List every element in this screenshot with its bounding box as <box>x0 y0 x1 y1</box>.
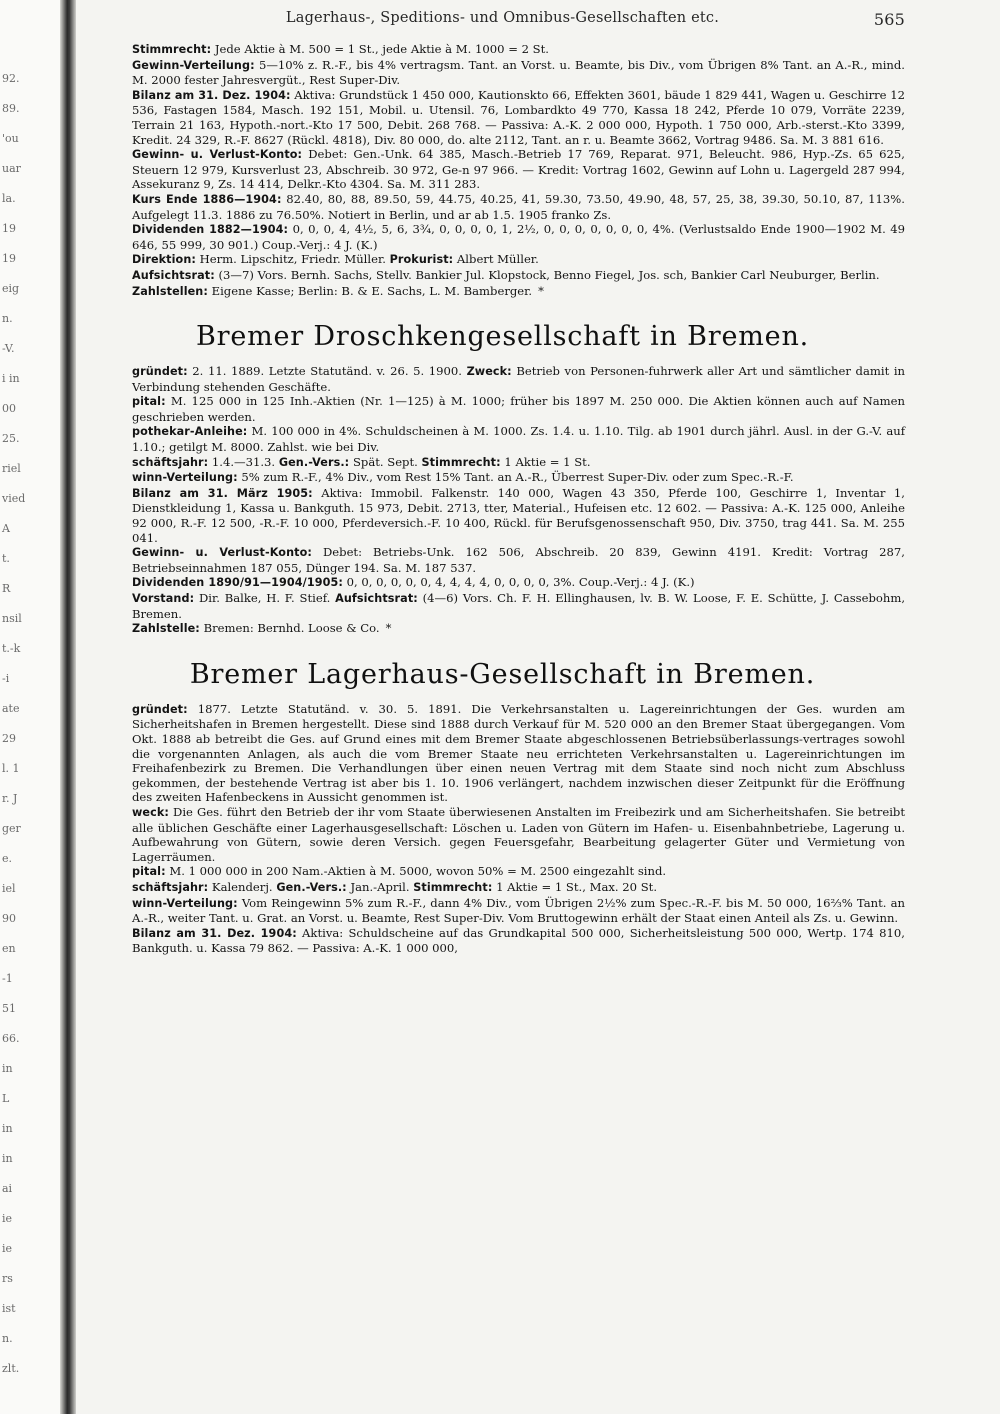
entry-paragraph <box>100 702 905 805</box>
document-body <box>100 42 905 956</box>
page <box>100 10 905 956</box>
entry-label: Prokurist: <box>389 253 454 267</box>
entry-label: Bilanz am 31. Dez. 1904: <box>132 926 297 940</box>
gutter-fragment: n. <box>2 1332 13 1345</box>
gutter-fragment: vied <box>2 492 26 505</box>
gutter-fragment: zlt. <box>2 1362 20 1375</box>
entry-paragraph <box>100 621 905 637</box>
entry-paragraph <box>100 591 905 621</box>
gutter-fragment: r. J <box>2 792 18 805</box>
gutter-fragment: A <box>2 522 10 535</box>
entry-label: Gen.-Vers.: <box>278 455 350 469</box>
entry-paragraph <box>100 470 905 486</box>
gutter-fragment: 19 <box>2 252 16 265</box>
entry-text: Debet: Betriebs-Unk. 162 506, Abschreib. 20 839, Gewinn 4191. Kredit: Vortrag 287, Betriebseinnahmen 187 055, Dünger 194. Sa. M. 187 537. <box>132 545 905 575</box>
entry-label: Vorstand: <box>132 592 195 605</box>
entry-label: schäftsjahr: <box>132 880 209 894</box>
entry-text: 5—10% z. R.-F., bis 4% vertragsm. Tant. an Vorst. u. Beamte, bis Div., vom Übrigen 8% Tant. an A.-R., mind. M. 2000 fester Jahresvergüt., Rest Super-Div. <box>132 57 905 88</box>
entry-text: Jede Aktie à M. 500 = 1 St., jede Aktie à M. 1000 = 2 St. <box>211 42 549 56</box>
entry-paragraph <box>100 88 905 147</box>
gutter-fragment: t.-k <box>2 642 21 655</box>
entry-text: M. 100 000 in 4%. Schuldscheinen à M. 1000. Zs. 1.4. u. 1.10. Tilg. ab 1901 durch jährl. Ausl. in der G.-V. auf 1.10.; getilgt M. 8000. Zahlst. wie bei Div. <box>132 424 905 455</box>
gutter-fragment: eig <box>2 282 20 295</box>
gutter-fragment: L <box>2 1092 10 1105</box>
entry-label: winn-Verteilung: <box>132 896 238 910</box>
entry-text: 1 Aktie = 1 St. <box>500 454 591 469</box>
gutter-fragment: 92. <box>2 72 20 85</box>
entry-label: Bilanz am 31. Dez. 1904: <box>132 88 291 102</box>
entry-text: Die Ges. führt den Betrieb der ihr vom Staate überwiesenen Anstalten im Freibezirk und am Sicherheitshafen. Sie betreibt alle üblichen Geschäfte einer Lagerhausgesellschaft: Löschen u. Laden von Gütern im Hafen- u. Eisenbahnbetriebe, Lagerung u. Aufbewahrung von Gütern, sowie deren Versich. gegen Feuersgefahr, Bearbeitung gelagerter Güter und Vermietung von Lagerräumen. <box>132 804 905 864</box>
entry-text: Debet: Gen.-Unk. 64 385, Masch.-Betrieb 17 769, Reparat. 971, Beleucht. 986, Hyp.-Zs. 65 625, Steuern 12 979, Kursverlust 23, Abschreib. 30 972, Ge-n 97 966. — Kredit: Vortrag 1602, Gewinn auf Lohn u. Lagergeld 287 994, Assekuranz 9, Zs. 14 414, Delkr.-Kto 4304. Sa. M. 311 283. <box>132 147 905 192</box>
entry-text: Aktiva: Immobil. Falkenstr. 140 000, Wagen 43 350, Pferde 100, Geschirre 1, Inventar 1, Dienstkleidung 1, Kassa u. Bankguth. 15 973, Debit. 2713, tter, Material., Hufeisen etc. 12 602. — Passiva: A.-K. 125 000, Anleihe 92 000, R.-F. 12 500, -R.-F. 10 000, Pferdeversich.-F. 10 400, Rückl. für Berufsgenossenschaft 950, Div. 3750, trag 441. Sa. M. 255 041. <box>132 485 905 545</box>
entry-label: Gewinn- u. Verlust-Konto: <box>132 148 303 162</box>
company-section <box>100 321 905 637</box>
entry-text: 5% zum R.-F., 4% Div., vom Rest 15% Tant. an A.-R., Überrest Super-Div. oder zum Spec.-R.-F. <box>237 470 794 485</box>
entry-text: 0, 0, 0, 0, 0, 0, 4, 4, 4, 4, 0, 0, 0, 0, 3%. Coup.-Verj.: 4 J. (K.) <box>342 575 695 590</box>
entry-label: pital: <box>132 395 166 409</box>
entry-paragraph <box>100 284 905 300</box>
running-header <box>100 10 905 42</box>
entry-text: 82.40, 80, 88, 89.50, 59, 44.75, 40.25, 41, 59.30, 73.50, 49.90, 48, 57, 25, 38, 39.30, 50.10, 87, 113%. Aufgelegt 11.3. 1886 zu 76.50%. Notiert in Berlin, und ar ab 1.5. 1905 franko Zs. <box>132 191 905 222</box>
entry-label: Gewinn- u. Verlust-Konto: <box>132 546 312 560</box>
entry-paragraph <box>100 486 905 545</box>
company-section <box>100 42 905 299</box>
gutter-fragment: -1 <box>2 972 13 985</box>
gutter-fragment: en <box>2 942 16 955</box>
gutter-fragment: -i <box>2 672 10 685</box>
entry-paragraph <box>100 192 905 222</box>
entry-label: gründet: <box>132 702 188 716</box>
entry-label: Zahlstellen: <box>132 284 208 298</box>
entry-text: M. 125 000 in 125 Inh.-Aktien (Nr. 1—125) à M. 1000; früher bis 1897 M. 250 000. Die Aktien können auch auf Namen geschrieben werden. <box>132 394 905 424</box>
gutter-fragment: n. <box>2 312 13 325</box>
binding-shadow <box>60 0 76 1414</box>
entry-label: winn-Verteilung: <box>132 471 238 485</box>
entry-label: schäftsjahr: <box>132 455 209 469</box>
entry-text: Eigene Kasse; Berlin: B. & E. Sachs, L. M. Bamberger. <box>207 283 533 298</box>
entry-paragraph <box>100 896 905 926</box>
entry-paragraph <box>100 545 905 575</box>
running-title: Lagerhaus-, Speditions- und Omnibus-Gesellschaften etc. <box>285 10 720 26</box>
entry-paragraph <box>100 926 905 956</box>
entry-paragraph <box>100 575 905 591</box>
entry-paragraph <box>100 394 905 424</box>
entry-text: M. 1 000 000 in 200 Nam.-Aktien à M. 5000, wovon 50% = M. 2500 eingezahlt sind. <box>165 864 667 879</box>
entry-paragraph <box>100 42 905 58</box>
entry-text: Jan.-April. <box>346 879 410 894</box>
gutter-fragment: t. <box>2 552 10 565</box>
gutter-fragment: in <box>2 1122 13 1135</box>
gutter-fragment: uar <box>2 162 21 175</box>
entry-label: Aufsichtsrat: <box>335 592 418 605</box>
gutter-fragment: -V. <box>2 342 15 355</box>
entry-paragraph <box>100 252 905 268</box>
entry-paragraph <box>100 364 905 394</box>
company-title: Bremer Lagerhaus-Gesellschaft in Bremen. <box>189 658 816 690</box>
gutter-fragment: ate <box>2 702 20 715</box>
entry-paragraph <box>100 455 905 471</box>
gutter-fragment: iel <box>2 882 16 895</box>
entry-label: Zahlstelle: <box>132 622 200 636</box>
gutter-fragment: 'ou <box>2 132 19 145</box>
entry-text: (3—7) Vors. Bernh. Sachs, Stellv. Bankier Jul. Klopstock, Benno Fiegel, Jos. sch, Bankier Carl Neuburger, Berlin. <box>214 267 880 282</box>
gutter-fragment: l. 1 <box>2 762 20 775</box>
entry-text: Dir. Balke, H. F. Stief. <box>194 591 331 605</box>
gutter-fragment: ie <box>2 1242 13 1255</box>
entry-text: 0, 0, 0, 4, 4½, 5, 6, 3¾, 0, 0, 0, 0, 1, 2½, 0, 0, 0, 0, 0, 0, 0, 4%. (Verlustsaldo Ende 1900—1902 M. 49 646, 55 999, 30 901.) Coup.-Verj.: 4 J. (K.) <box>132 222 905 252</box>
entry-text: Aktiva: Schuldscheine auf das Grundkapital 500 000, Sicherheitsleistung 500 000, Wertp. 174 810, Bankguth. u. Kassa 79 862. — Passiva: A.-K. 1 000 000, <box>132 925 905 956</box>
entry-label: Stimmrecht: <box>132 43 212 56</box>
left-gutter <box>0 0 70 1414</box>
entry-label: gründet: <box>132 365 188 379</box>
gutter-fragment: 25. <box>2 432 20 445</box>
entry-text: (4—6) Vors. Ch. F. H. Ellinghausen, lv. B. W. Loose, F. E. Schütte, J. Cassebohm, Bremen. <box>132 591 905 621</box>
gutter-fragment: in <box>2 1062 13 1075</box>
entry-text: Kalenderj. <box>208 879 273 894</box>
entry-text: Bremen: Bernhd. Loose & Co. <box>199 621 380 636</box>
entry-text: Spät. Sept. <box>349 454 418 469</box>
entry-paragraph <box>100 880 905 896</box>
company-section <box>100 659 905 956</box>
entry-paragraph <box>100 222 905 252</box>
end-marker: * <box>538 283 544 298</box>
end-marker: * <box>385 621 392 636</box>
entry-label: Dividenden 1890/91—1904/1905: <box>132 576 343 590</box>
entry-label: Zweck: <box>466 365 512 379</box>
gutter-fragment: riel <box>2 462 21 475</box>
gutter-fragment: rs <box>2 1272 13 1285</box>
entry-label: pothekar-Anleihe: <box>132 425 248 439</box>
gutter-fragment: 19 <box>2 222 16 235</box>
entry-text: Vom Reingewinn 5% zum R.-F., dann 4% Div., vom Übrigen 2½% zum Spec.-R.-F. bis M. 50 000, 16⅔% Tant. an A.-R., weiter Tant. u. Grat. an Vorst. u. Beamte, Rest Super-Div. Vom Bruttogewinn erhält der Staat einen Anteil als Zs. u. Gewinn. <box>132 895 905 926</box>
entry-text: Albert Müller. <box>453 252 539 267</box>
entry-paragraph <box>100 805 905 864</box>
entry-text: 2. 11. 1889. Letzte Statutänd. v. 26. 5. 1900. <box>187 364 462 379</box>
gutter-fragment: 00 <box>2 402 16 415</box>
entry-paragraph <box>100 58 905 88</box>
gutter-fragment: i in <box>2 372 20 385</box>
gutter-fragment: 90 <box>2 912 16 925</box>
entry-label: Bilanz am 31. März 1905: <box>132 486 313 500</box>
entry-label: Aufsichtsrat: <box>132 268 215 282</box>
entry-label: Gewinn-Verteilung: <box>132 58 255 72</box>
entry-label: Dividenden 1882—1904: <box>132 223 289 237</box>
entry-text: 1 Aktie = 1 St., Max. 20 St. <box>492 879 658 894</box>
entry-label: Stimmrecht: <box>421 455 501 469</box>
gutter-fragment: e. <box>2 852 13 865</box>
entry-paragraph <box>100 268 905 284</box>
entry-label: Stimmrecht: <box>413 880 493 894</box>
gutter-fragment: la. <box>2 192 16 205</box>
entry-text: 1.4.—31.3. <box>208 454 276 469</box>
entry-text: Betrieb von Personen-fuhrwerk aller Art und sämtlicher damit in Verbindung stehenden Geschäfte. <box>132 364 906 394</box>
gutter-fragment: 29 <box>2 732 16 745</box>
entry-text: 1877. Letzte Statutänd. v. 30. 5. 1891. Die Verkehrsanstalten u. Lagereinrichtungen der Ges. wurden am Sicherheitshafen in Bremen hergestellt. Diese sind 1888 durch Verkauf für M. 520 000 an den Bremer Staat übergegangen. Vom Okt. 1888 ab betreibt die Ges. auf Grund eines mit dem Bremer Staate abgeschlossenen Betriebsüberlassungs-vertrages sowohl die vorgenannten Anlagen, als auch die vom Bremer Staate neu errichteten Verkehrsanstalten u. Lagereinrichtungen im Freihafenbezirk zu Bremen. Die Verhandlungen über einen neuen Vertrag mit dem Staate sind noch nicht zum Abschluss gekommen, der bestehende Vertrag ist aber bis 1. 10. 1906 verlängert, nachdem inzwischen dieser Zeitpunkt für die Eröffnung des zweiten Hafenbeckens in Aussicht genommen ist. <box>132 701 905 805</box>
entry-paragraph <box>100 864 905 880</box>
entry-text: Aktiva: Grundstück 1 450 000, Kautionskto 66, Effekten 3601, bäude 1 829 441, Wagen u. Geschirre 12 536, Fastagen 1584, Masch. 192 151, Mobil. u. Utensil. 76, Lombardkto 49 770, Kassa 18 242, Pferde 10 079, Vorräte 2239, Terrain 21 163, Hypoth.-nort.-Kto 17 500, Debit. 268 768. — Passiva: A.-K. 2 000 000, Hypoth. 1 750 000, Arb.-sterst.-Kto 3399, Kredit. 24 329, R.-F. 8627 (Rückl. 4818), Div. 80 000, do. alte 2112, Tant. an r. u. Beamte 3662, Vortrag 9486. Sa. M. 3 881 616. <box>132 87 905 147</box>
gutter-fragment: R <box>2 582 11 595</box>
gutter-fragment: 89. <box>2 102 20 115</box>
entry-label: pital: <box>132 865 166 879</box>
entry-text: Herm. Lipschitz, Friedr. Müller. <box>195 252 386 267</box>
entry-label: weck: <box>132 805 169 819</box>
entry-label: Kurs Ende 1886—1904: <box>132 192 282 206</box>
gutter-fragment: ai <box>2 1182 13 1195</box>
gutter-fragment: 51 <box>2 1002 16 1015</box>
gutter-fragment: in <box>2 1152 13 1165</box>
entry-paragraph <box>100 147 905 192</box>
gutter-fragment: ger <box>2 822 21 835</box>
entry-paragraph <box>100 424 905 454</box>
page-number: 565 <box>873 10 905 29</box>
gutter-fragment: 66. <box>2 1032 20 1045</box>
gutter-fragment: ie <box>2 1212 13 1225</box>
gutter-fragment: ist <box>2 1302 16 1315</box>
entry-label: Gen.-Vers.: <box>276 880 347 894</box>
company-title: Bremer Droschkengesellschaft in Bremen. <box>195 321 810 353</box>
entry-label: Direktion: <box>132 253 196 267</box>
gutter-fragment: nsil <box>2 612 22 625</box>
